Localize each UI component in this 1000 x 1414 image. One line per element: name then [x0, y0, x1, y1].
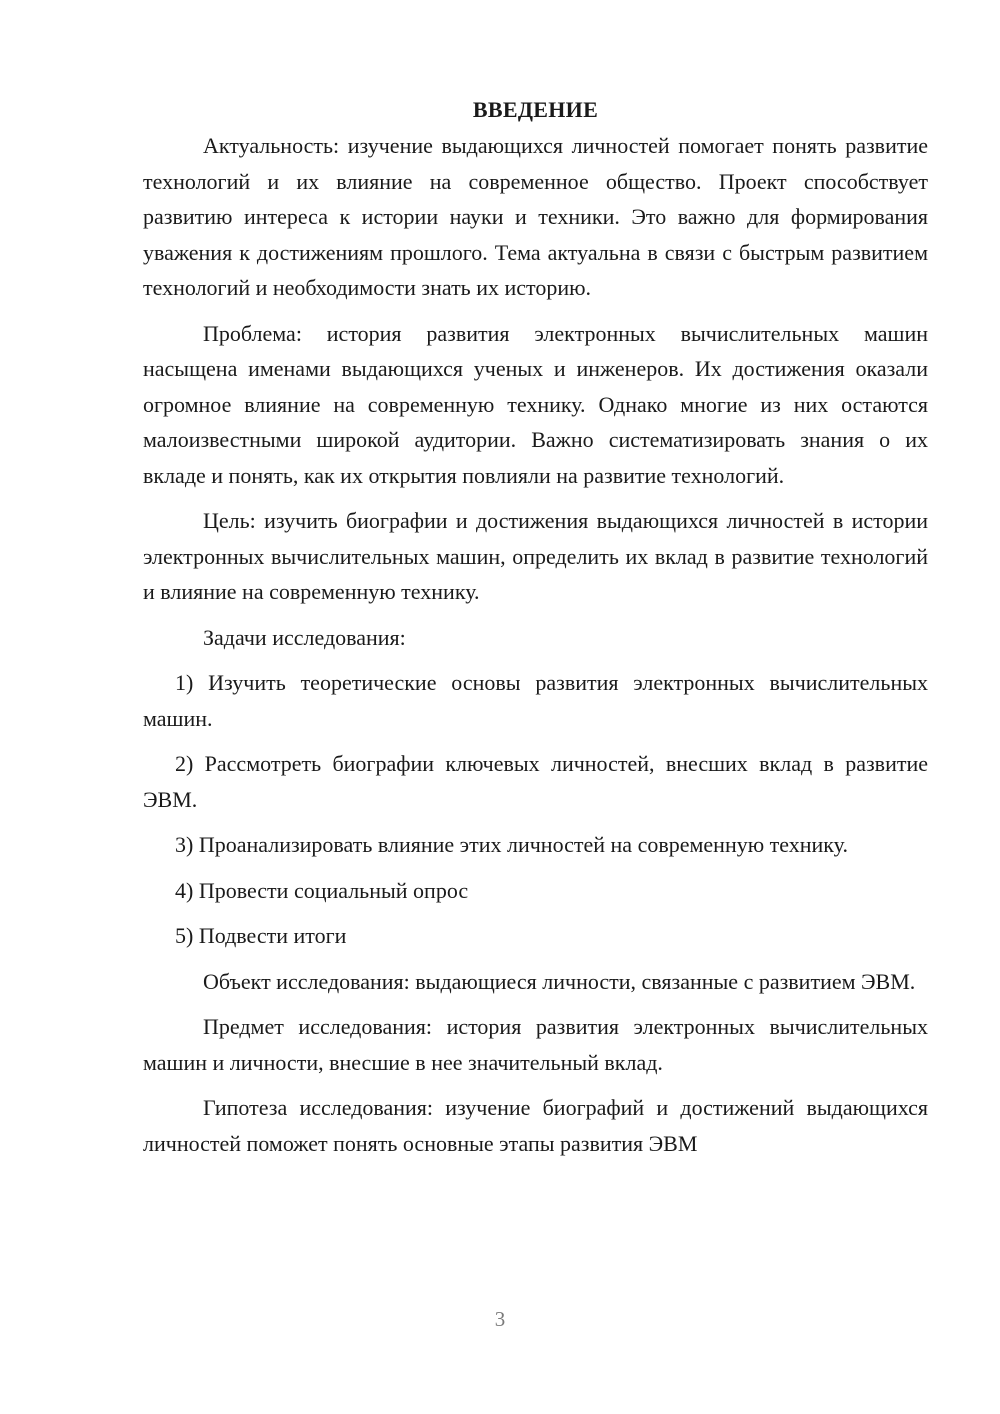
paragraph-tasks-heading: Задачи исследования: — [203, 624, 406, 650]
task-item-4: 4) Провести социальный опрос — [175, 877, 469, 903]
document-page — [143, 92, 928, 1161]
task-item-5: 5) Подвести итоги — [175, 923, 347, 948]
paragraph-object: Объект исследования: выдающиеся личности, связанные с развитием ЭВМ. — [203, 968, 916, 994]
paragraph-problem: Проблема: история развития электронных вычислительных машин насыщена именами выдающихся ученых и инженеров. Их достижения оказали огромное влияние на современную технику. Однако многие из них остаются малоизвестными широкой аудитории. Важно систематизировать знания о их вкладе и понять, как их открытия повлияли на развитие технологий. — [143, 320, 928, 488]
section-title: ВВЕДЕНИЕ — [472, 97, 599, 122]
task-item-2: 2) Рассмотреть биографии ключевых личностей, внесших вклад в развитие ЭВМ. — [143, 751, 928, 812]
paragraph-goal: Цель: изучить биографии и достижения выдающихся личностей в истории электронных вычислительных машин, определить их вклад в развитие технологий и влияние на современную технику. — [143, 508, 928, 604]
task-item-3: 3) Проанализировать влияние этих личностей на современную технику. — [175, 832, 848, 857]
page-number: 3 — [494, 1307, 506, 1331]
paragraph-subject: Предмет исследования: история развития электронных вычислительных машин и личности, внесшие в нее значительный вклад. — [143, 1014, 928, 1075]
paragraph-hypothesis: Гипотеза исследования: изучение биографий и достижений выдающихся личностей поможет понять основные этапы развития ЭВМ — [143, 1095, 928, 1156]
task-item-1: 1) Изучить теоретические основы развития электронных вычислительных машин. — [143, 670, 928, 731]
paragraph-relevance: Актуальность: изучение выдающихся личностей помогает понять развитие технологий и их влияние на современное общество. Проект способствует развитию интереса к истории науки и техники. Это важно для формирования уважения к достижениям прошлого. Тема актуальна в связи с быстрым развитием технологий и необходимости знать их историю. — [143, 133, 928, 300]
